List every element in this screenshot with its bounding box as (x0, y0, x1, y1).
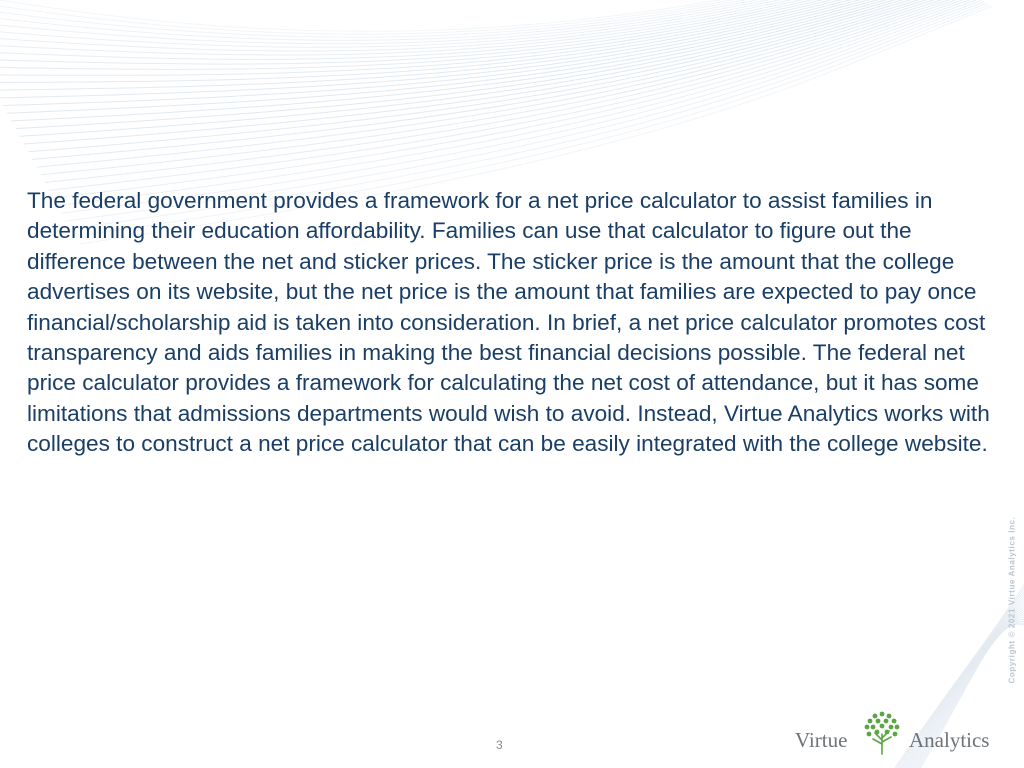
tree-leaf (880, 712, 885, 717)
logo-word-analytics: Analytics (909, 728, 990, 752)
tree-leaf (884, 719, 889, 724)
tree-leaf (876, 719, 881, 724)
tree-leaf (887, 714, 892, 719)
tree-leaf (873, 714, 878, 719)
company-logo (795, 708, 1005, 758)
tree-leaf (892, 719, 897, 724)
tree-leaf (868, 719, 873, 724)
copyright-notice: Copyright © 2021 Virtue Analytics Inc. (1007, 516, 1017, 684)
logo-word-virtue: Virtue (795, 728, 848, 752)
tree-leaf (893, 732, 898, 737)
page-number: 3 (496, 738, 503, 752)
body-paragraph: The federal government provides a framework for a net price calculator to assist families in determining their education affordability. Families can use that calculator to figure out the difference between the net and sticker prices. The sticker price is the amount that the college advertises on its website, but the net price is the amount that families are expected to pay once financial/scholarship aid is taken into consideration. In brief, a net price calculator promotes cost transparency and aids families in making the best financial decisions possible. The federal net price calculator provides a framework for calculating the net cost of attendance, but it has some limitations that admissions departments would wish to avoid. Instead, Virtue Analytics works with colleges to construct a net price calculator that can be easily integrated with the college website. (27, 188, 990, 457)
tree-leaf (867, 732, 872, 737)
tree-leaf (871, 725, 876, 730)
tree-leaf (889, 725, 894, 730)
tree-leaf (865, 725, 870, 730)
tree-leaf (895, 725, 900, 730)
tree-logo-icon (858, 708, 906, 756)
tree-leaf (880, 724, 885, 729)
